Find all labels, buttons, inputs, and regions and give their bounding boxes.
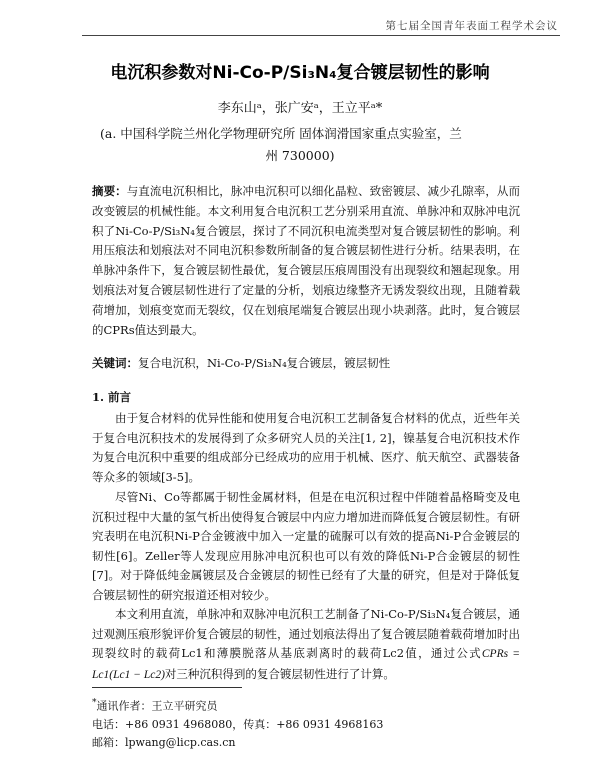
abstract-label: 摘要：	[92, 184, 127, 198]
section-heading-intro: 1. 前言	[92, 390, 132, 404]
footnote-phone: 电话：+86 0931 4968080，传真：+86 0931 4968163	[92, 717, 384, 731]
paragraph-2: 尽管Ni、Co等都属于韧性金属材料，但是在电沉积过程中伴随着晶格畸变及电沉积过程中大量的氢气析出使得复合镀层中内应力增加进而降低复合镀层韧性。有研究表明在电沉积Ni-P合金镀液中加入一定量的硫脲可以有效的提高Ni-P合金镀层的韧性[6]。Zeller等人发现应用脉冲电沉积也可以有效的降低Ni-P合金镀层的韧性[7]。对于降低纯金属镀层及合金镀层的韧性已经有了大量的研究，但是对于降低复合镀层韧性的研究报道还相对较少。	[92, 490, 520, 602]
paragraph-3	[92, 605, 520, 685]
footnote	[92, 694, 383, 752]
affiliation-line-1: (a. 中国科学院兰州化学物理研究所 固体润滑国家重点实验室，兰	[100, 126, 462, 141]
authors: 李东山ᵃ，张广安ᵃ，王立平ᵃ*	[217, 101, 383, 116]
affiliation-line-2: 州 730000)	[265, 148, 335, 163]
paragraph-3-text-a: 本文利用直流，单脉冲和双脉冲电沉积工艺制备了Ni-Co-P/Si₃N₄复合镀层，通过观测压痕形貌评价复合镀层的韧性，通过划痕法得出了复合镀层随着载荷增加时出现裂纹时的载荷Lc1和薄膜脱落从基底剥离时的载荷Lc2值，通过公式	[92, 607, 520, 661]
header-rule	[82, 35, 560, 36]
paper-title: 电沉积参数对Ni-Co-P/Si₃N₄复合镀层韧性的影响	[110, 63, 490, 83]
keywords-text: 复合电沉积，Ni-Co-P/Si₃N₄复合镀层，镀层韧性	[138, 356, 391, 370]
footnote-rule	[92, 687, 242, 688]
footnote-email: 邮箱：lpwang@licp.cas.cn	[92, 735, 236, 749]
abstract	[92, 182, 520, 340]
paragraph-3-text-b: 对三种沉积得到的复合镀层韧性进行了计算。	[164, 666, 395, 681]
footnote-author-line	[92, 694, 383, 716]
abstract-text: 与直流电沉积相比，脉冲电沉积可以细化晶粒、致密镀层、减少孔隙率，从而改变镀层的机械性能。本文利用复合电沉积工艺分别采用直流、单脉冲和双脉冲电沉积了Ni-Co-P/Si₃N₄复合镀层，探讨了不同沉积电流类型对复合镀层韧性的影响。利用压痕法和划痕法对不同电沉积参数所制备的复合镀层韧性进行分析。结果表明，在单脉冲条件下，复合镀层韧性最优，复合镀层压痕周围没有出现裂纹和翘起现象。用划痕法对复合镀层韧性进行了定量的分析，划痕边缘整齐无诱发裂纹出现，且随着载荷增加，划痕变宽而无裂纹，仅在划痕尾端复合镀层出现小块剥落。此时，复合镀层的CPRs值达到最大。	[92, 184, 521, 337]
cpr-formula: CPRs = Lc1(Lc1 − Lc2)	[92, 648, 520, 681]
running-header: 第七届全国青年表面工程学术会议	[385, 20, 558, 32]
keywords	[92, 354, 520, 373]
paragraph-1: 由于复合材料的优异性能和使用复合电沉积工艺制备复合材料的优点，近些年关于复合电沉积技术的发展得到了众多研究人员的关注[1, 2]，镍基复合电沉积技术作为复合电沉积中重要的组成部分已经成功的应用于机械、医疗、航天航空、武器装备等众多的领域[3-5]。	[92, 411, 520, 484]
footnote-corresponding: 通讯作者：王立平研究员	[96, 699, 218, 713]
footnote-marker: *	[92, 698, 97, 708]
keywords-label: 关键词：	[92, 356, 138, 370]
